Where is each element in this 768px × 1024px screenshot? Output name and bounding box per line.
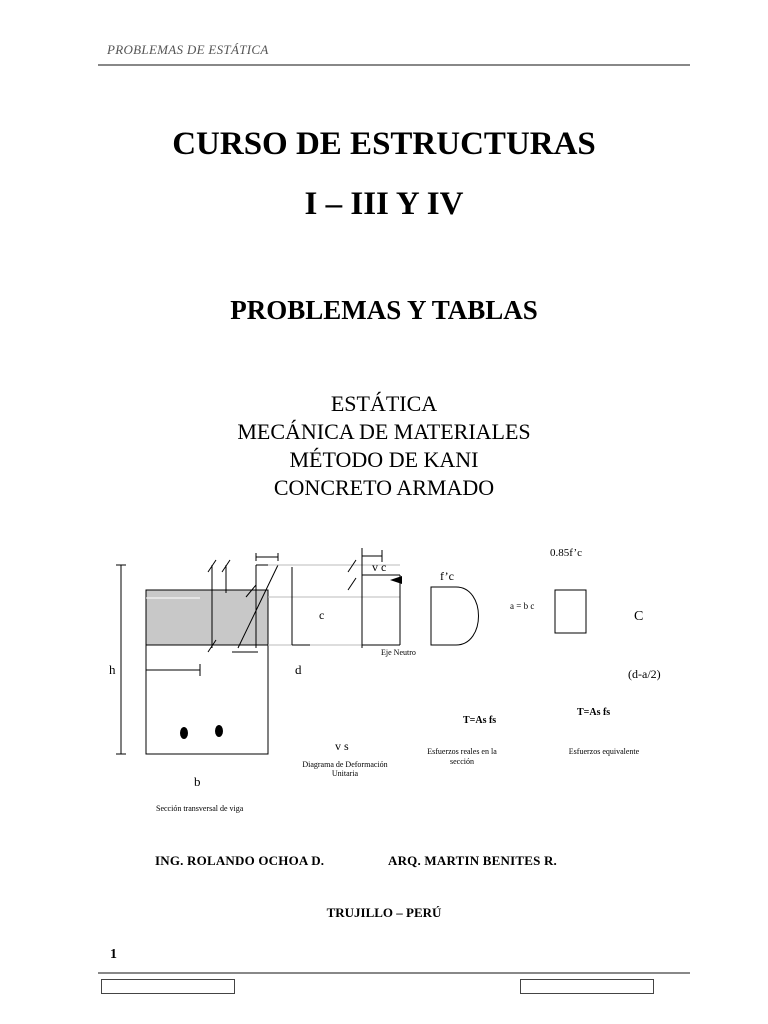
page-number: 1	[110, 947, 117, 962]
caption-real-1: Esfuerzos reales en la	[427, 747, 497, 756]
label-fc: f’c	[440, 569, 454, 583]
label-c: c	[319, 608, 325, 622]
label-085fc: 0.85f’c	[550, 547, 583, 559]
rebar	[215, 725, 223, 737]
label-vs: v s	[335, 739, 349, 753]
label-vc: v c	[372, 560, 387, 574]
label-neutral-axis: Eje Neutro	[381, 648, 416, 657]
beam-section-diagram	[0, 540, 768, 830]
label-h: h	[109, 662, 116, 677]
label-abc: a = b c	[510, 601, 535, 611]
caption-strain-1: Diagrama de Deformación	[302, 760, 388, 769]
subject-item: ESTÁTICA	[330, 391, 438, 416]
subject-item: CONCRETO ARMADO	[273, 475, 495, 500]
label-lever-arm: (d-a/2)	[628, 667, 661, 681]
header-rule	[98, 64, 690, 66]
location: TRUJILLO – PERÚ	[326, 905, 442, 920]
author-2: ARQ. MARTIN BENITES R.	[388, 853, 557, 868]
subject-item: MÉTODO DE KANI	[289, 447, 479, 472]
running-header: PROBLEMAS DE ESTÁTICA	[107, 42, 269, 57]
document-subtitle: PROBLEMAS Y TABLAS	[230, 295, 538, 325]
caption-real-2: sección	[450, 757, 474, 766]
beam-cross-section	[116, 565, 268, 754]
label-tension-real: T=As fs	[463, 715, 497, 726]
label-d: d	[295, 662, 302, 677]
subject-item: MECÁNICA DE MATERIALES	[237, 419, 531, 444]
caption-beam-section: Sección transversal de viga	[156, 804, 244, 813]
subject-list	[0, 390, 768, 502]
label-compression-C: C	[634, 609, 644, 624]
rebar	[180, 727, 188, 739]
footer-box-left	[101, 979, 235, 994]
label-tension-equiv: T=As fs	[577, 707, 611, 718]
caption-equivalent: Esfuerzos equivalente	[568, 747, 640, 756]
document-title: CURSO DE ESTRUCTURAS	[172, 126, 596, 162]
label-b: b	[194, 774, 201, 789]
author-1: ING. ROLANDO OCHOA D.	[155, 853, 325, 868]
caption-strain-2: Unitaria	[331, 769, 359, 778]
parabolic-stress-block	[431, 587, 479, 645]
footer-rule	[98, 972, 690, 974]
document-title-courses: I – III Y IV	[304, 186, 464, 222]
footer-box-right	[520, 979, 654, 994]
depth-bracket	[292, 567, 310, 645]
equivalent-stress-block	[555, 590, 586, 633]
